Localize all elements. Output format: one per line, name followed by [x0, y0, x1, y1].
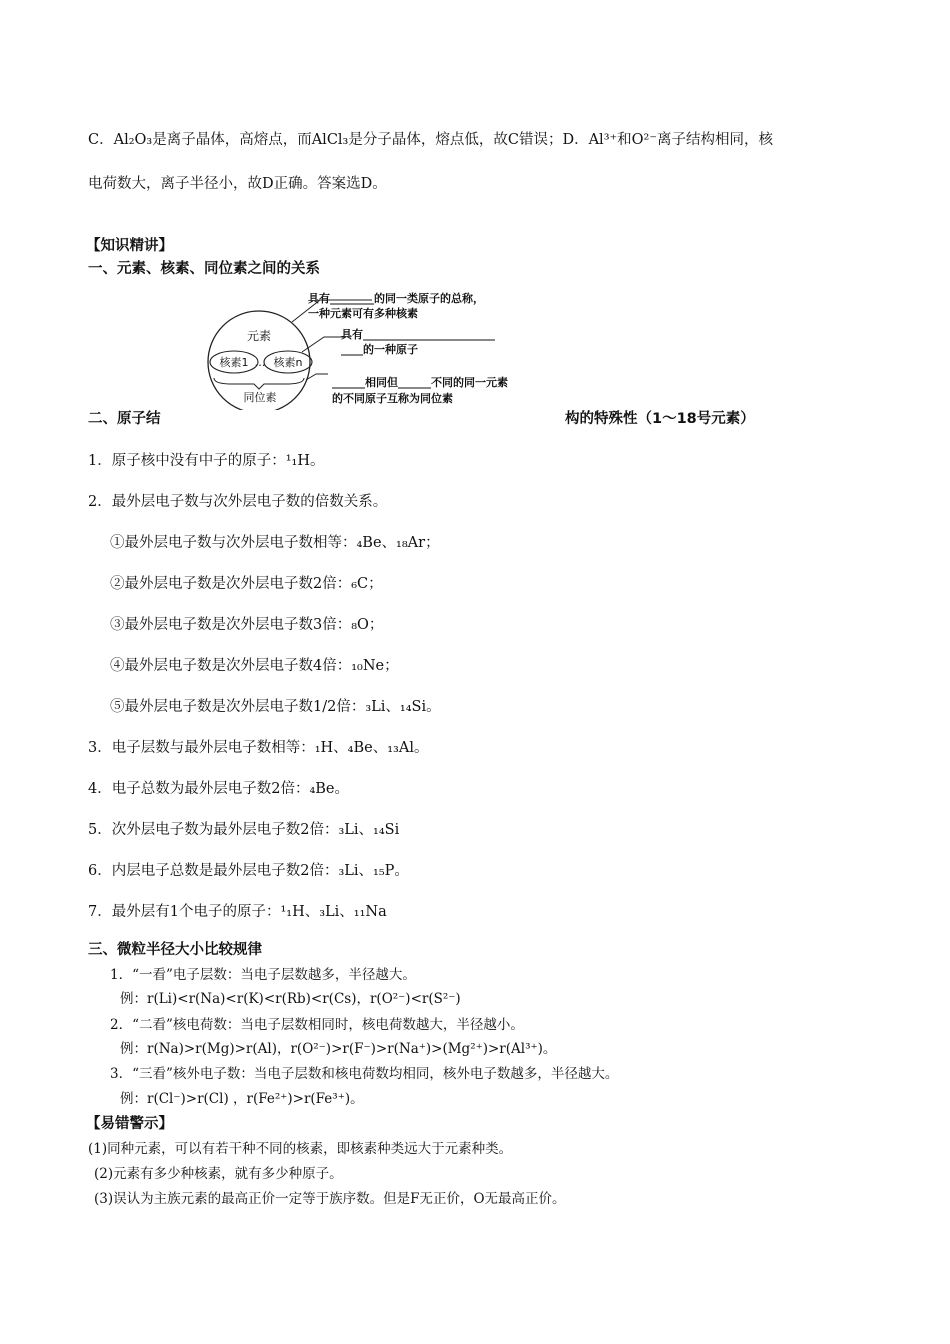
- section2-item: 7．最外层有1个电子的原子：¹₁H、₃Li、₁₁Na: [88, 904, 387, 920]
- section2-item: 5．次外层电子数为最外层电子数2倍：₃Li、₁₄Si: [88, 822, 400, 838]
- section2-item: 4．电子总数为最外层电子数2倍：₄Be。: [88, 781, 349, 797]
- section3-example-2: 例：r(Na)>r(Mg)>r(Al)，r(O²⁻)>r(F⁻)>r(Na⁺)>(Mg²⁺)>r(Al³⁺)。: [120, 1041, 557, 1057]
- annotation-top-2: 一种元素可有多种核素: [308, 307, 418, 320]
- section3-example-1: 例：r(Li)<r(Na)<r(K)<r(Rb)<r(Cs)，r(O²⁻)<r(S²⁻): [120, 991, 461, 1007]
- intro-line-1: C．Al₂O₃是离子晶体，高熔点，而AlCl₃是分子晶体，熔点低，故C错误；D．Al³⁺和O²⁻离子结构相同，核: [88, 132, 774, 148]
- section2-item: 1．原子核中没有中子的原子：¹₁H。: [88, 453, 325, 469]
- nuclide-ellipsis: …: [254, 356, 266, 369]
- warning-title: 【易错警示】: [86, 1116, 173, 1132]
- section2-subitem: ③最外层电子数是次外层电子数3倍：₈O；: [110, 617, 384, 633]
- section1-title: 一、元素、核素、同位素之间的关系: [88, 261, 320, 277]
- section2-title-left: 二、原子结: [88, 411, 161, 427]
- annotation-bot-1: ______相同但______不同的同一元素: [332, 376, 508, 389]
- intro-line-2: 电荷数大，离子半径小，故D正确。答案选D。: [88, 176, 387, 192]
- pointer-bot-line: [306, 374, 328, 380]
- nuclide-1-label: 核素1: [219, 356, 249, 369]
- warning-item: (2)元素有多少种核素，就有多少种原子。: [94, 1166, 343, 1182]
- section2-subitem: ⑤最外层电子数是次外层电子数1/2倍：₃Li、₁₄Si。: [110, 699, 441, 715]
- annotation-mid-2: ____的一种原子: [341, 343, 418, 356]
- element-label: 元素: [246, 329, 272, 343]
- knowledge-title: 【知识精讲】: [86, 238, 173, 254]
- section3-title: 三、微粒半径大小比较规律: [88, 942, 262, 958]
- warning-item: (1)同种元素，可以有若干种不同的核素，即核素种类远大于元素种类。: [88, 1141, 513, 1157]
- isotope-label: 同位素: [243, 391, 277, 404]
- nuclide-n-label: 核素n: [273, 356, 303, 369]
- section2-item: 6．内层电子总数是最外层电子数2倍：₃Li、₁₅P。: [88, 863, 409, 879]
- annotation-bot-2: 的不同原子互称为同位素: [332, 392, 453, 405]
- section3-rule-2: 2．“二看”核电荷数：当电子层数相同时，核电荷数越大，半径越小。: [110, 1017, 524, 1033]
- warning-item: (3)误认为主族元素的最高正价一定等于族序数。但是F无正价，O无最高正价。: [94, 1191, 566, 1207]
- annotation-mid-1: 具有________________________: [341, 328, 495, 341]
- section2-subitem: ①最外层电子数与次外层电子数相等：₄Be、₁₈Ar；: [110, 535, 440, 551]
- section2-item: 2．最外层电子数与次外层电子数的倍数关系。: [88, 494, 388, 510]
- section3-rule-3: 3．“三看”核外电子数：当电子层数和核电荷数均相同，核外电子数越多，半径越大。: [110, 1066, 619, 1082]
- section2-subitem: ④最外层电子数是次外层电子数4倍：₁₀Ne；: [110, 658, 399, 674]
- element-nuclide-isotope-diagram: [204, 286, 564, 410]
- section2-subitem: ②最外层电子数是次外层电子数2倍：₆C；: [110, 576, 383, 592]
- annotation-top-1: 具有________的同一类原子的总称，: [308, 292, 484, 305]
- section3-rule-1: 1．“一看”电子层数：当电子层数越多，半径越大。: [110, 967, 416, 983]
- isotope-brace: [214, 378, 304, 389]
- section2-item: 3．电子层数与最外层电子数相等：₁H、₄Be、₁₃Al。: [88, 740, 429, 756]
- section3-example-3: 例：r(Cl⁻)>r(Cl) ，r(Fe²⁺)>r(Fe³⁺)。: [120, 1091, 364, 1107]
- section2-title-right: 构的特殊性（1～18号元素）: [565, 411, 755, 427]
